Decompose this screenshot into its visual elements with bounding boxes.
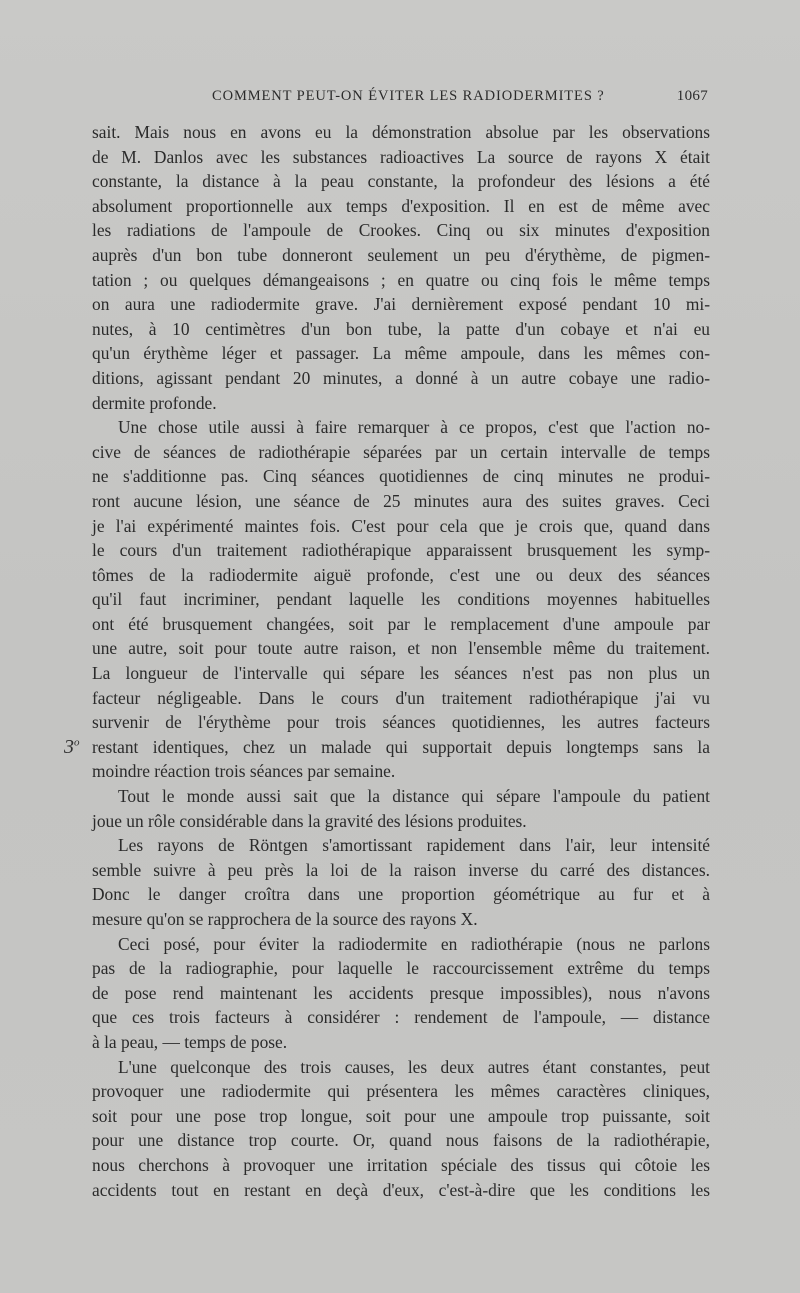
text-line: une autre, soit pour toute autre raison, et non l'ensemble même du traitement. [92,638,710,659]
text-line: pas de la radiographie, pour laquelle le raccourcissement extrême du temps [92,958,710,979]
text-line: Donc le danger croîtra dans une proportion géométrique au fur et à [92,884,710,905]
text-line: ront aucune lésion, une séance de 25 minutes aura des suites graves. Ceci [92,490,710,511]
margin-note-superscript: o [74,736,80,749]
text-line: provoquer une radiodermite qui présentera les mêmes caractères cliniques, [92,1081,710,1102]
text-line: restant identiques, chez un malade qui supportait depuis longtemps sans la [92,736,710,757]
text-line: dermite profonde. [92,392,217,413]
text-line: je l'ai expérimenté maintes fois. C'est pour cela que je crois que, quand dans [92,515,710,536]
body-text [92,120,710,1202]
text-line: que ces trois facteurs à considérer : rendement de l'ampoule, — distance [92,1007,710,1028]
text-line: nutes, à 10 centimètres d'un bon tube, la patte d'un cobaye et n'ai eu [92,318,710,339]
text-line: à la peau, — temps de pose. [92,1031,288,1052]
text-line: qu'un érythème léger et passager. La même ampoule, dans les mêmes con- [92,343,710,364]
text-line: L'une quelconque des trois causes, les deux autres étant constantes, peut [118,1056,710,1077]
text-line: ont été brusquement changées, soit par le remplacement d'une ampoule par [92,613,710,634]
text-line: facteur négligeable. Dans le cours d'un traitement radiothérapique j'ai vu [92,687,710,708]
text-line: qu'il faut incriminer, pendant laquelle les conditions moyennes habituelles [92,589,710,610]
text-line: survenir de l'érythème pour trois séances quotidiennes, les autres facteurs [92,712,710,733]
running-title: COMMENT PEUT-ON ÉVITER LES RADIODERMITES ? [212,88,605,104]
text-line: tômes de la radiodermite aiguë profonde, c'est une ou deux des séances [92,564,710,585]
text-line: le cours d'un traitement radiothérapique apparaissent brusquement les symp- [92,540,710,561]
text-line: auprès d'un bon tube donneront seulement un peu d'érythème, de pigmen- [92,244,710,265]
text-line: ditions, agissant pendant 20 minutes, a donné à un autre cobaye une radio- [92,367,710,388]
text-line: joue un rôle considérable dans la gravité des lésions produites. [92,810,527,831]
text-line: pour une distance trop courte. Or, quand nous faisons de la radiothérapie, [92,1130,710,1151]
text-line: de pose rend maintenant les accidents presque impossibles), nous n'avons [92,982,710,1003]
text-line: on aura une radiodermite grave. J'ai dernièrement exposé pendant 10 mi- [92,294,710,315]
text-line: les radiations de l'ampoule de Crookes. Cinq ou six minutes d'exposition [92,220,710,241]
margin-note-main: 3 [64,736,74,758]
text-line: semble suivre à peu près la loi de la raison inverse du carré des distances. [92,859,710,880]
text-line: mesure qu'on se rapprochera de la source des rayons X. [92,909,478,929]
text-line: de M. Danlos avec les substances radioactives La source de rayons X était [92,146,710,167]
page-header [92,88,710,110]
text-line: absolument proportionnelle aux temps d'exposition. Il en est de même avec [92,195,710,216]
text-line: moindre réaction trois séances par semaine. [92,761,396,782]
text-line: Tout le monde aussi sait que la distance qui sépare l'ampoule du patient [118,786,710,807]
text-line: sait. Mais nous en avons eu la démonstration absolue par les observations [92,122,710,142]
text-line: soit pour une pose trop longue, soit pour une ampoule trop puissante, soit [92,1105,710,1126]
text-line: constante, la distance à la peau constante, la profondeur des lésions a été [92,171,710,192]
text-line: Les rayons de Röntgen s'amortissant rapidement dans l'air, leur intensité [118,835,710,856]
text-line: La longueur de l'intervalle qui sépare les séances n'est pas non plus un [92,663,710,684]
margin-note-numeral [64,736,80,759]
text-line: tation ; ou quelques démangeaisons ; en quatre ou cinq fois le même temps [92,269,710,290]
text-line: accidents tout en restant en deçà d'eux, c'est-à-dire que les conditions les [92,1179,710,1200]
page-number: 1067 [676,88,708,104]
text-line: nous cherchons à provoquer une irritation spéciale des tissus qui côtoie les [92,1154,710,1175]
text-line: cive de séances de radiothérapie séparées par un certain intervalle de temps [92,441,710,462]
text-line: ne s'additionne pas. Cinq séances quotidiennes de cinq minutes ne produi- [92,466,710,487]
text-line: Ceci posé, pour éviter la radiodermite en radiothérapie (nous ne parlons [118,933,710,954]
text-line: Une chose utile aussi à faire remarquer à ce propos, c'est que l'action no- [118,417,710,438]
